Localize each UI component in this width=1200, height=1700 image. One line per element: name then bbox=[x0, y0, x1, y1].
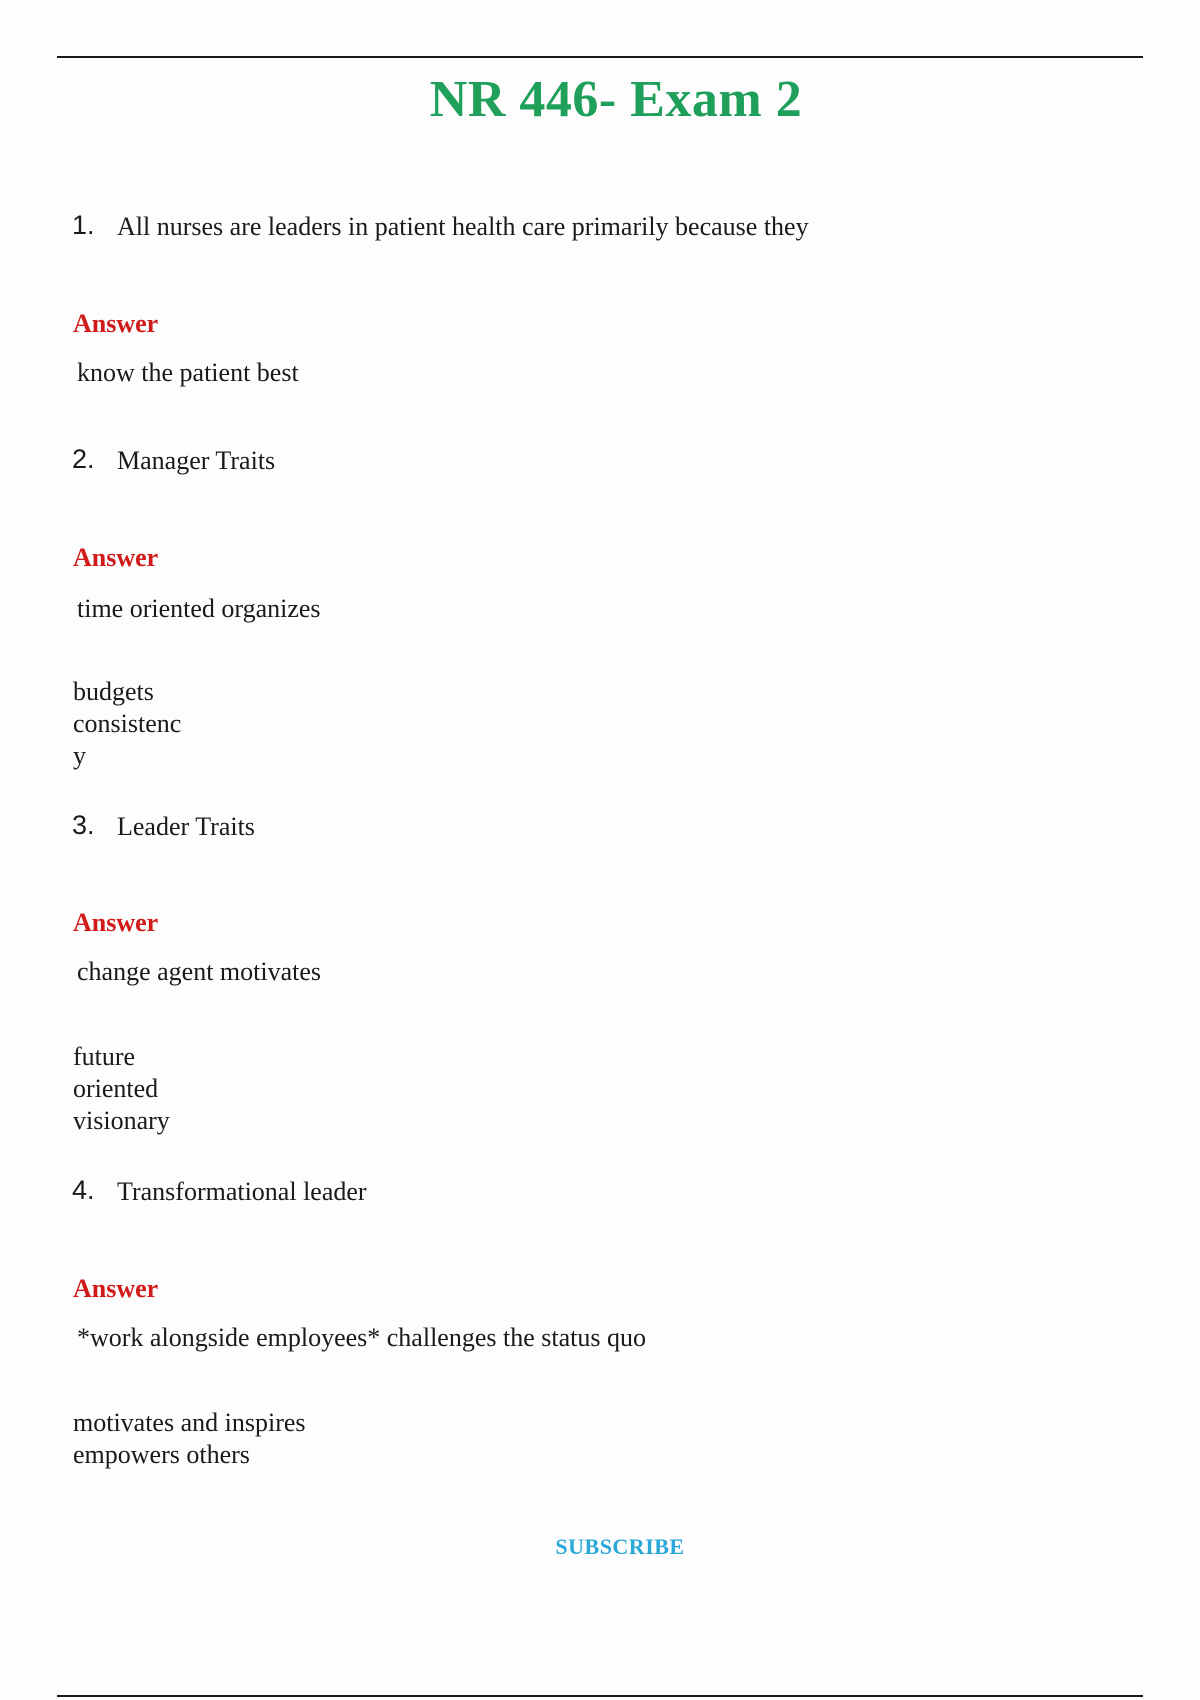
answer-line: y bbox=[73, 741, 86, 770]
question-text-1: All nurses are leaders in patient health care primarily because they bbox=[117, 212, 809, 241]
answer-details-4 bbox=[73, 1407, 306, 1471]
question-text-4: Transformational leader bbox=[117, 1177, 367, 1206]
page-title: NR 446- Exam 2 bbox=[429, 71, 803, 128]
subscribe-link[interactable]: SUBSCRIBE bbox=[555, 1534, 685, 1559]
answer-text-3: change agent motivates bbox=[77, 957, 322, 986]
question-text-2: Manager Traits bbox=[117, 446, 276, 475]
answer-line: empowers others bbox=[73, 1440, 250, 1469]
answer-text-1: know the patient best bbox=[77, 358, 299, 387]
question-number-3: 3. bbox=[72, 810, 95, 840]
answer-label-1: Answer bbox=[73, 309, 159, 338]
answer-details-2 bbox=[73, 676, 181, 772]
question-number-1: 1. bbox=[72, 210, 95, 240]
answer-line: visionary bbox=[73, 1106, 170, 1135]
answer-label-4: Answer bbox=[73, 1274, 159, 1303]
question-number-2: 2. bbox=[72, 444, 95, 474]
question-text-3: Leader Traits bbox=[117, 812, 255, 841]
question-number-4: 4. bbox=[72, 1175, 95, 1205]
answer-label-2: Answer bbox=[73, 543, 159, 572]
answer-line: future bbox=[73, 1042, 136, 1071]
bottom-rule bbox=[57, 1695, 1143, 1697]
answer-line: budgets bbox=[73, 677, 154, 706]
top-rule bbox=[57, 56, 1143, 58]
answer-label-3: Answer bbox=[73, 908, 159, 937]
answer-text-2: time oriented organizes bbox=[77, 594, 321, 623]
answer-details-3 bbox=[73, 1041, 170, 1137]
answer-line: oriented bbox=[73, 1074, 159, 1103]
answer-line: consistenc bbox=[73, 709, 182, 738]
answer-line: motivates and inspires bbox=[73, 1408, 306, 1437]
answer-text-4: *work alongside employees* challenges the status quo bbox=[77, 1323, 646, 1352]
